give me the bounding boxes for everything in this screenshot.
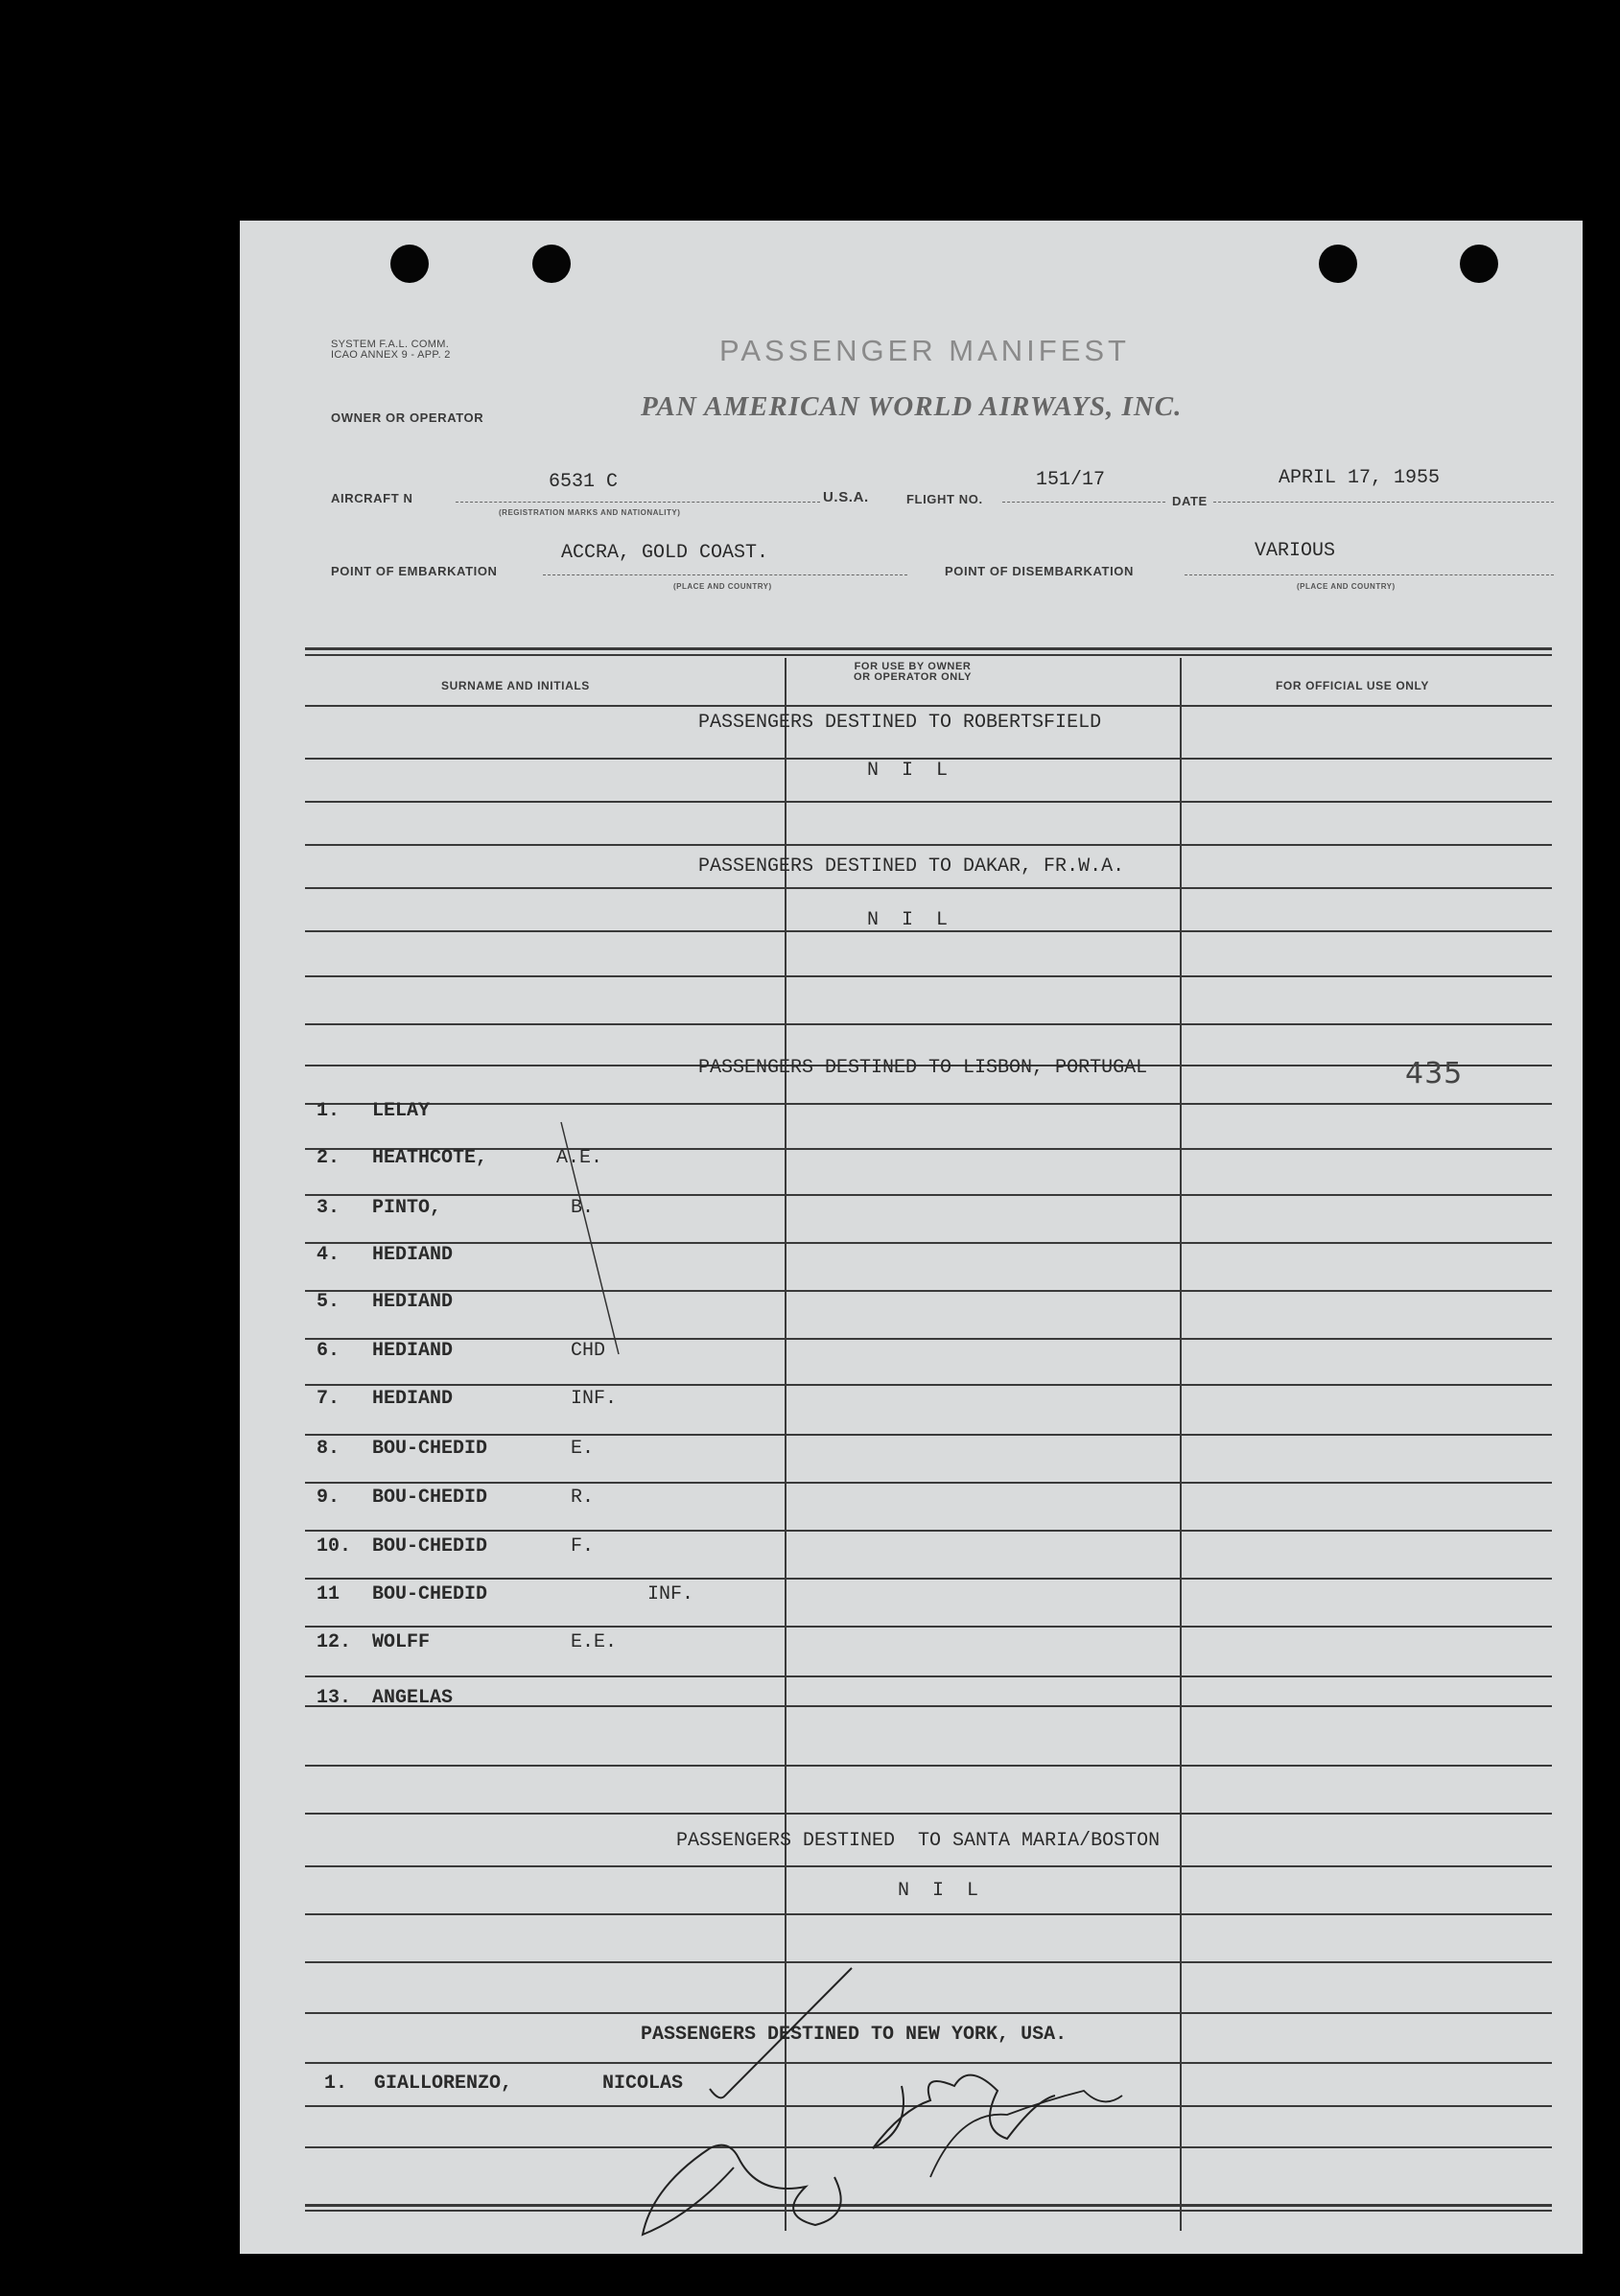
passenger-number: 11 — [317, 1583, 340, 1605]
signature-scrawl-2 — [930, 2091, 1122, 2177]
col-surname-header: SURNAME AND INITIALS — [441, 679, 590, 692]
passenger-initials: E.E. — [571, 1631, 618, 1653]
embark-place-caption: (PLACE AND COUNTRY) — [673, 582, 772, 591]
passenger-initials: CHD — [571, 1340, 606, 1362]
passenger-surname: WOLFF — [372, 1631, 431, 1653]
section-nil-dakar: NIL — [867, 909, 972, 931]
embark-label: POINT OF EMBARKATION — [331, 564, 498, 578]
passenger-initials: B. — [571, 1197, 595, 1219]
passenger-number: 8. — [317, 1438, 340, 1460]
passenger-initials: R. — [571, 1487, 595, 1509]
disembark-place-caption: (PLACE AND COUNTRY) — [1297, 582, 1396, 591]
passenger-number: 5. — [317, 1291, 340, 1313]
passenger-number: 4. — [317, 1244, 340, 1266]
company-name: PAN AMERICAN WORLD AIRWAYS, INC. — [641, 391, 1183, 422]
passenger-number: 3. — [317, 1197, 340, 1219]
passenger-number: 10. — [317, 1535, 352, 1558]
manifest-title: PASSENGER MANIFEST — [719, 334, 1130, 367]
disembark-value: VARIOUS — [1255, 540, 1336, 562]
section-nil-robertsfield: NIL — [867, 760, 972, 782]
flight-label: FLIGHT NO. — [906, 492, 983, 506]
pen-strike-line — [561, 1122, 619, 1354]
passenger-number: 6. — [317, 1340, 340, 1362]
manifest-page — [240, 221, 1583, 2254]
usa-label: U.S.A. — [823, 489, 869, 505]
passenger-surname: LELAY — [372, 1100, 431, 1122]
passenger-surname: HEDIAND — [372, 1291, 454, 1313]
passenger-initials: NICOLAS — [602, 2073, 684, 2095]
passenger-initials: E. — [571, 1438, 595, 1460]
form-code-line-1: SYSTEM F.A.L. COMM. — [331, 339, 450, 350]
passenger-surname: HEDIAND — [372, 1340, 454, 1362]
handwritten-marks — [240, 221, 1583, 2254]
section-heading-dakar: PASSENGERS DESTINED TO DAKAR, FR.W.A. — [698, 855, 1125, 878]
col-official-header: FOR OFFICIAL USE ONLY — [1276, 679, 1429, 692]
passenger-initials: INF. — [571, 1388, 618, 1410]
passenger-number: 1. — [317, 1100, 340, 1122]
embark-value: ACCRA, GOLD COAST. — [561, 542, 769, 564]
passenger-number: 12. — [317, 1631, 352, 1653]
passenger-initials: A.E. — [556, 1147, 603, 1169]
disembark-label: POINT OF DISEMBARKATION — [945, 564, 1134, 578]
passenger-surname: HEATHCOTE, — [372, 1147, 488, 1169]
passenger-initials: F. — [571, 1535, 595, 1558]
passenger-number: 1. — [324, 2073, 348, 2095]
passenger-surname: BOU-CHEDID — [372, 1487, 488, 1509]
passenger-surname: HEDIAND — [372, 1244, 454, 1266]
registration-caption: (REGISTRATION MARKS AND NATIONALITY) — [499, 508, 681, 517]
passenger-number: 7. — [317, 1388, 340, 1410]
passenger-surname: ANGELAS — [372, 1687, 454, 1709]
passenger-surname: BOU-CHEDID — [372, 1438, 488, 1460]
passenger-initials: INF. — [647, 1583, 694, 1605]
passenger-number: 9. — [317, 1487, 340, 1509]
aircraft-value: 6531 C — [549, 471, 619, 493]
date-label: DATE — [1172, 494, 1208, 508]
aircraft-label: AIRCRAFT N — [331, 491, 413, 505]
lisbon-count: 435 — [1405, 1057, 1464, 1090]
section-heading-lisbon: PASSENGERS DESTINED TO LISBON, PORTUGAL — [698, 1057, 1148, 1079]
passenger-surname: PINTO, — [372, 1197, 442, 1219]
date-value: APRIL 17, 1955 — [1279, 467, 1441, 489]
section-heading-santa-maria: PASSENGERS DESTINED TO SANTA MARIA/BOSTON — [676, 1830, 1161, 1852]
col-owner-header-line-2: OR OPERATOR ONLY — [854, 671, 973, 683]
passenger-surname: BOU-CHEDID — [372, 1583, 488, 1605]
passenger-surname: BOU-CHEDID — [372, 1535, 488, 1558]
signature-scrawl — [873, 2075, 1055, 2148]
section-nil-santa-maria: NIL — [898, 1880, 1002, 1902]
form-code-line-2: ICAO ANNEX 9 - APP. 2 — [331, 349, 451, 361]
check-mark — [710, 1968, 852, 2097]
owner-label: OWNER OR OPERATOR — [331, 410, 484, 425]
section-heading-robertsfield: PASSENGERS DESTINED TO ROBERTSFIELD — [698, 712, 1102, 734]
flight-value: 151/17 — [1036, 469, 1106, 491]
passenger-surname: HEDIAND — [372, 1388, 454, 1410]
passenger-number: 2. — [317, 1147, 340, 1169]
signature-initials — [643, 2145, 841, 2235]
passenger-surname: GIALLORENZO, — [374, 2073, 513, 2095]
section-heading-new-york: PASSENGERS DESTINED TO NEW YORK, USA. — [641, 2024, 1068, 2046]
col-owner-header-line-1: FOR USE BY OWNER — [854, 661, 972, 672]
passenger-number: 13. — [317, 1687, 352, 1709]
